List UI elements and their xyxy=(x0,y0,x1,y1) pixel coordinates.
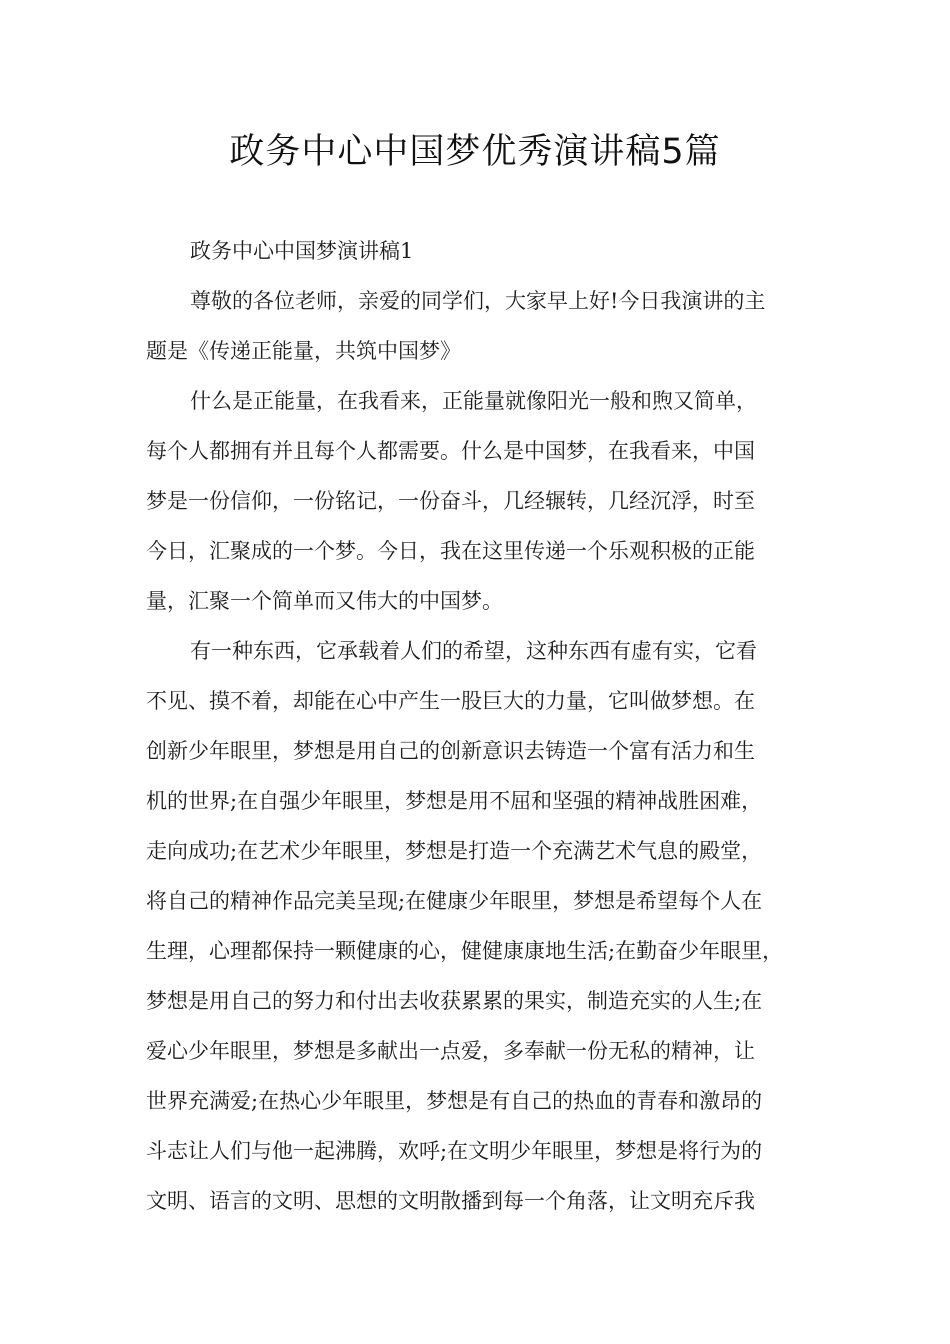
body-line: 走向成功;在艺术少年眼里，梦想是打造一个充满艺术气息的殿堂， xyxy=(146,839,763,863)
body-line: 梦是一份信仰，一份铭记，一份奋斗，几经辗转，几经沉浮，时至 xyxy=(146,489,755,513)
document-title: 政务中心中国梦优秀演讲稿5篇 xyxy=(229,132,721,172)
body-line: 政务中心中国梦演讲稿1 xyxy=(190,239,414,263)
body-line: 生理，心理都保持一颗健康的心，健健康康地生活;在勤奋少年眼里， xyxy=(146,939,784,963)
body-line: 斗志让人们与他一起沸腾，欢呼;在文明少年眼里，梦想是将行为的 xyxy=(146,1139,763,1163)
body-line: 爱心少年眼里，梦想是多献出一点爱，多奉献一份无私的精神，让 xyxy=(146,1039,755,1063)
body-line: 文明、语言的文明、思想的文明散播到每一个角落，让文明充斥我 xyxy=(146,1189,755,1213)
body-line: 将自己的精神作品完美呈现;在健康少年眼里，梦想是希望每个人在 xyxy=(146,889,763,913)
body-line: 不见、摸不着，却能在心中产生一股巨大的力量，它叫做梦想。在 xyxy=(146,689,755,713)
body-line: 每个人都拥有并且每个人都需要。什么是中国梦，在我看来，中国 xyxy=(146,439,755,463)
body-line: 有一种东西，它承载着人们的希望，这种东西有虚有实，它看 xyxy=(190,639,757,663)
body-line: 尊敬的各位老师，亲爱的同学们，大家早上好!今日我演讲的主 xyxy=(190,289,766,313)
body-line: 题是《传递正能量，共筑中国梦》 xyxy=(146,339,461,363)
body-line: 今日，汇聚成的一个梦。今日，我在这里传递一个乐观积极的正能 xyxy=(146,539,755,563)
body-line: 量，汇聚一个简单而又伟大的中国梦。 xyxy=(146,589,503,613)
body-line: 创新少年眼里，梦想是用自己的创新意识去铸造一个富有活力和生 xyxy=(146,739,755,763)
body-line: 什么是正能量，在我看来，正能量就像阳光一般和煦又简单， xyxy=(190,389,757,413)
body-line: 世界充满爱;在热心少年眼里，梦想是有自己的热血的青春和激昂的 xyxy=(146,1089,763,1113)
body-line: 梦想是用自己的努力和付出去收获累累的果实，制造充实的人生;在 xyxy=(146,989,763,1013)
body-line: 机的世界;在自强少年眼里，梦想是用不屈和坚强的精神战胜困难， xyxy=(146,789,763,813)
